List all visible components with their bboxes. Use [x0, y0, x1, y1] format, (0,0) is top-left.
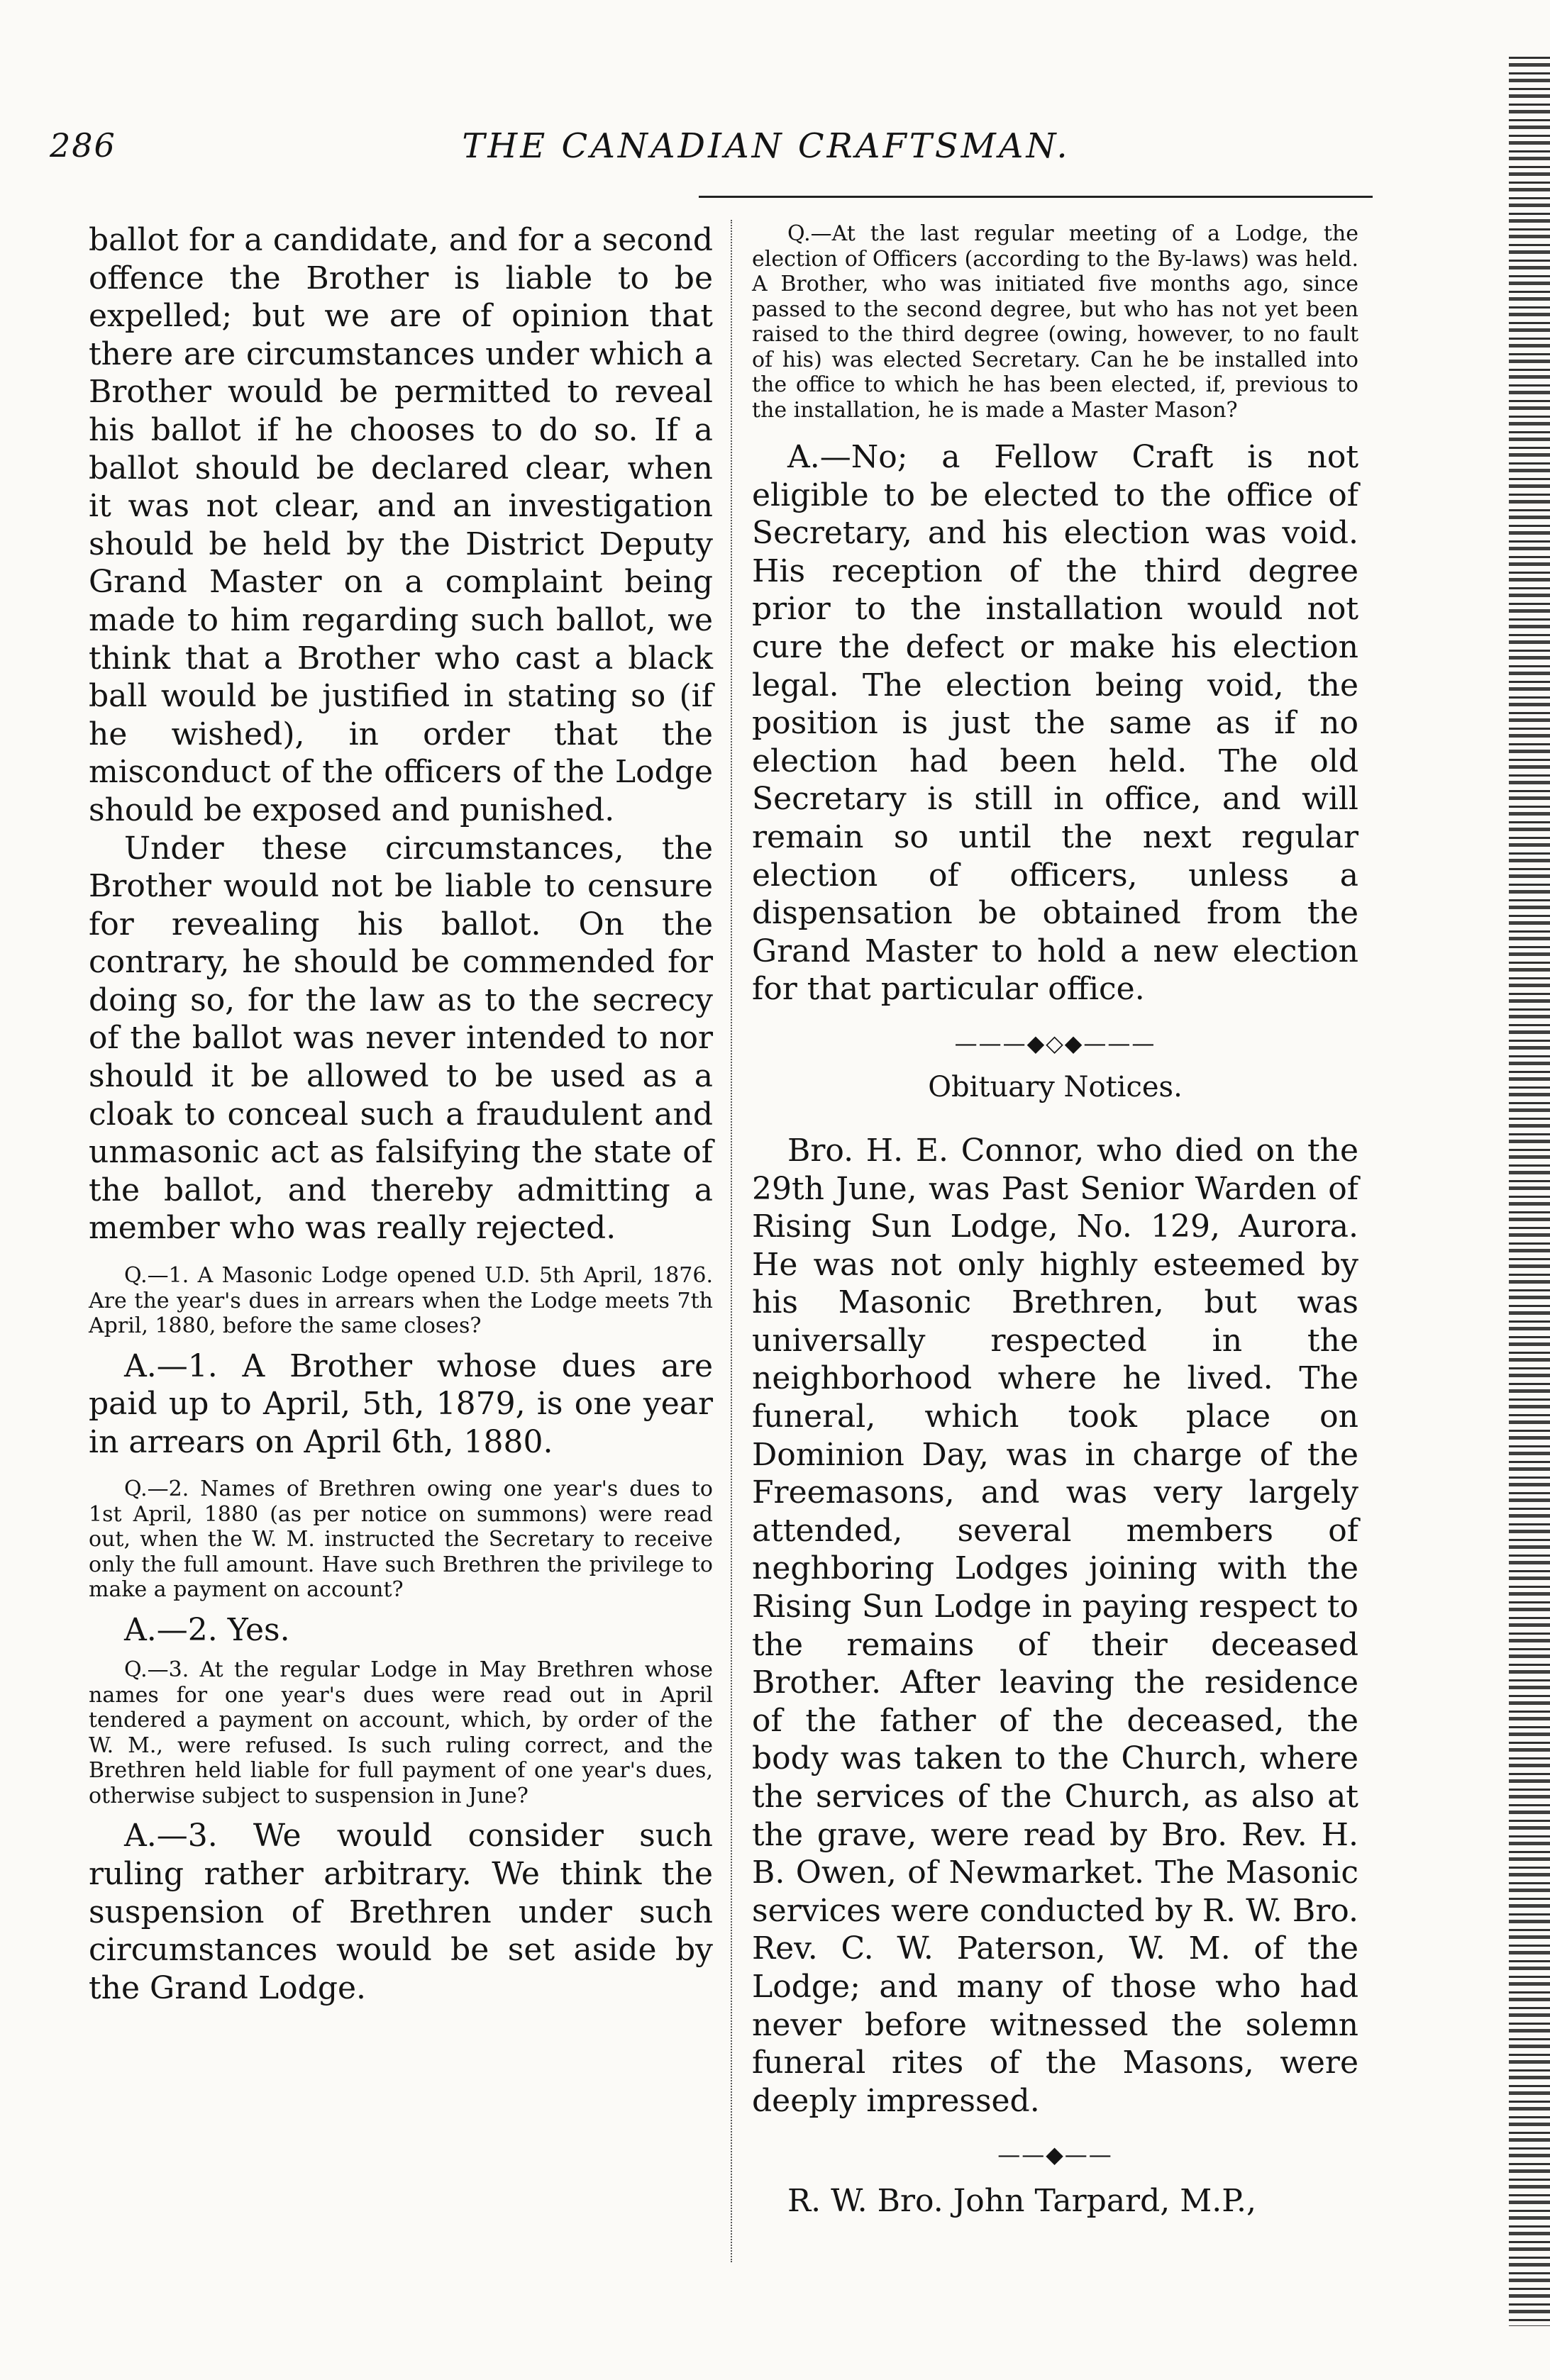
answer-1: A.—1. A Brother whose dues are paid up to April, 5th, 1879, is one year in arrears on April 6th, 1880. — [89, 1347, 713, 1460]
question-3: Q.—3. At the regular Lodge in May Brethren whose names for one year's dues were read out in April tendered a payment on account, which, by order of the W. M., were refused. Is such ruling correct, and the Brethren held liable for full payment of one year's dues, otherwise subject to suspension in June? — [89, 1657, 713, 1808]
paragraph-ballot-opinion: ballot for a candidate, and for a second offence the Brother is liable to be expelled; but we are of opinion that there are circumstances under which a Brother would be permitted to reveal his ballot if he chooses to do so. If a ballot should be declared clear, when it was not clear, and an investigation should be held by the District Deputy Grand Master on a complaint being made to him regarding such ballot, we think that a Brother who cast a black ball would be justified in stating so (if he wished), in order that the misconduct of the officers of the Lodge should be exposed and punished. — [89, 222, 713, 828]
ornament-divider-small: ——◆—— — [997, 2141, 1113, 2169]
section-heading-obituary: Obituary Notices. — [928, 1070, 1183, 1103]
question-1: Q.—1. A Masonic Lodge opened U.D. 5th April, 1876. Are the year's dues in arrears when the Lodge meets 7th April, 1880, before the same closes? — [89, 1263, 713, 1339]
answer-2: A.—2. Yes. — [124, 1611, 290, 1648]
answer-3: A.—3. We would consider such ruling rather arbitrary. We think the suspension of Brethren under such circumstances would be set aside by the Grand Lodge. — [89, 1818, 713, 2006]
question-secretary: Q.—At the last regular meeting of a Lodge, the election of Officers (according to the By-laws) was held. A Brother, who was initiated five months ago, since passed to the second degree, but who has not yet been raised to the third degree (owing, however, to no fault of his) was elected Secretary. Can he be installed into the office to which he has been elected, if, previous to the installation, he is made a Master Mason? — [752, 221, 1358, 423]
question-2: Q.—2. Names of Brethren owing one year's dues to 1st April, 1880 (as per notice on summons) were read out, when the W. M. instructed the Secretary to receive only the full amount. Have such Brethren the privilege to make a payment on account? — [89, 1477, 713, 1603]
column-divider — [731, 220, 732, 2262]
ornament-divider: ———◆◇◆——— — [954, 1029, 1156, 1057]
running-title: THE CANADIAN CRAFTSMAN. — [462, 126, 1070, 166]
obituary-connor: Bro. H. E. Connor, who died on the 29th June, was Past Senior Warden of Rising Sun Lodge, No. 129, Aurora. He was not only highly esteemed by his Masonic Brethren, but was universally respected in the neighborhood where he lived. The funeral, which took place on Dominion Day, was in charge of the Freemasons, and was very largely attended, several members of neghboring Lodges joining with the Rising Sun Lodge in paying respect to the remains of their deceased Brother. After leaving the residence of the father of the deceased, the body was taken to the Church, where the services of the Church, as also at the grave, were read by Bro. Rev. H. B. Owen, of Newmarket. The Masonic services were conducted by R. W. Bro. Rev. C. W. Paterson, W. M. of the Lodge; and many of those who had never before witnessed the solemn funeral rites of the Masons, were deeply impressed. — [752, 1132, 1358, 2119]
header-rule — [699, 196, 1373, 198]
paragraph-circumstances: Under these circumstances, the Brother would not be liable to censure for revealing his ballot. On the contrary, he should be commended for doing so, for the law as to the secrecy of the ballot was never intended to nor should it be allowed to be used as a cloak to conceal such a fraudulent and unmasonic act as falsifying the state of the ballot, and thereby admitting a member who was really rejected. — [89, 830, 713, 1247]
closing-line: R. W. Bro. John Tarpard, M.P., — [787, 2183, 1256, 2220]
page-edge-shadow — [1509, 57, 1550, 2326]
left-column — [89, 221, 713, 2007]
page-number: 286 — [50, 126, 116, 165]
running-header — [50, 126, 1483, 176]
right-column — [752, 221, 1358, 2220]
answer-secretary: A.—No; a Fellow Craft is not eligible to be elected to the office of Secretary, and his election was void. His reception of the third degree prior to the installation would not cure the defect or make his election legal. The election being void, the position is just the same as if no election had been held. The old Secretary is still in office, and will remain so until the next regular election of officers, unless a dispensation be obtained from the Grand Master to hold a new election for that particular office. — [752, 439, 1358, 1008]
